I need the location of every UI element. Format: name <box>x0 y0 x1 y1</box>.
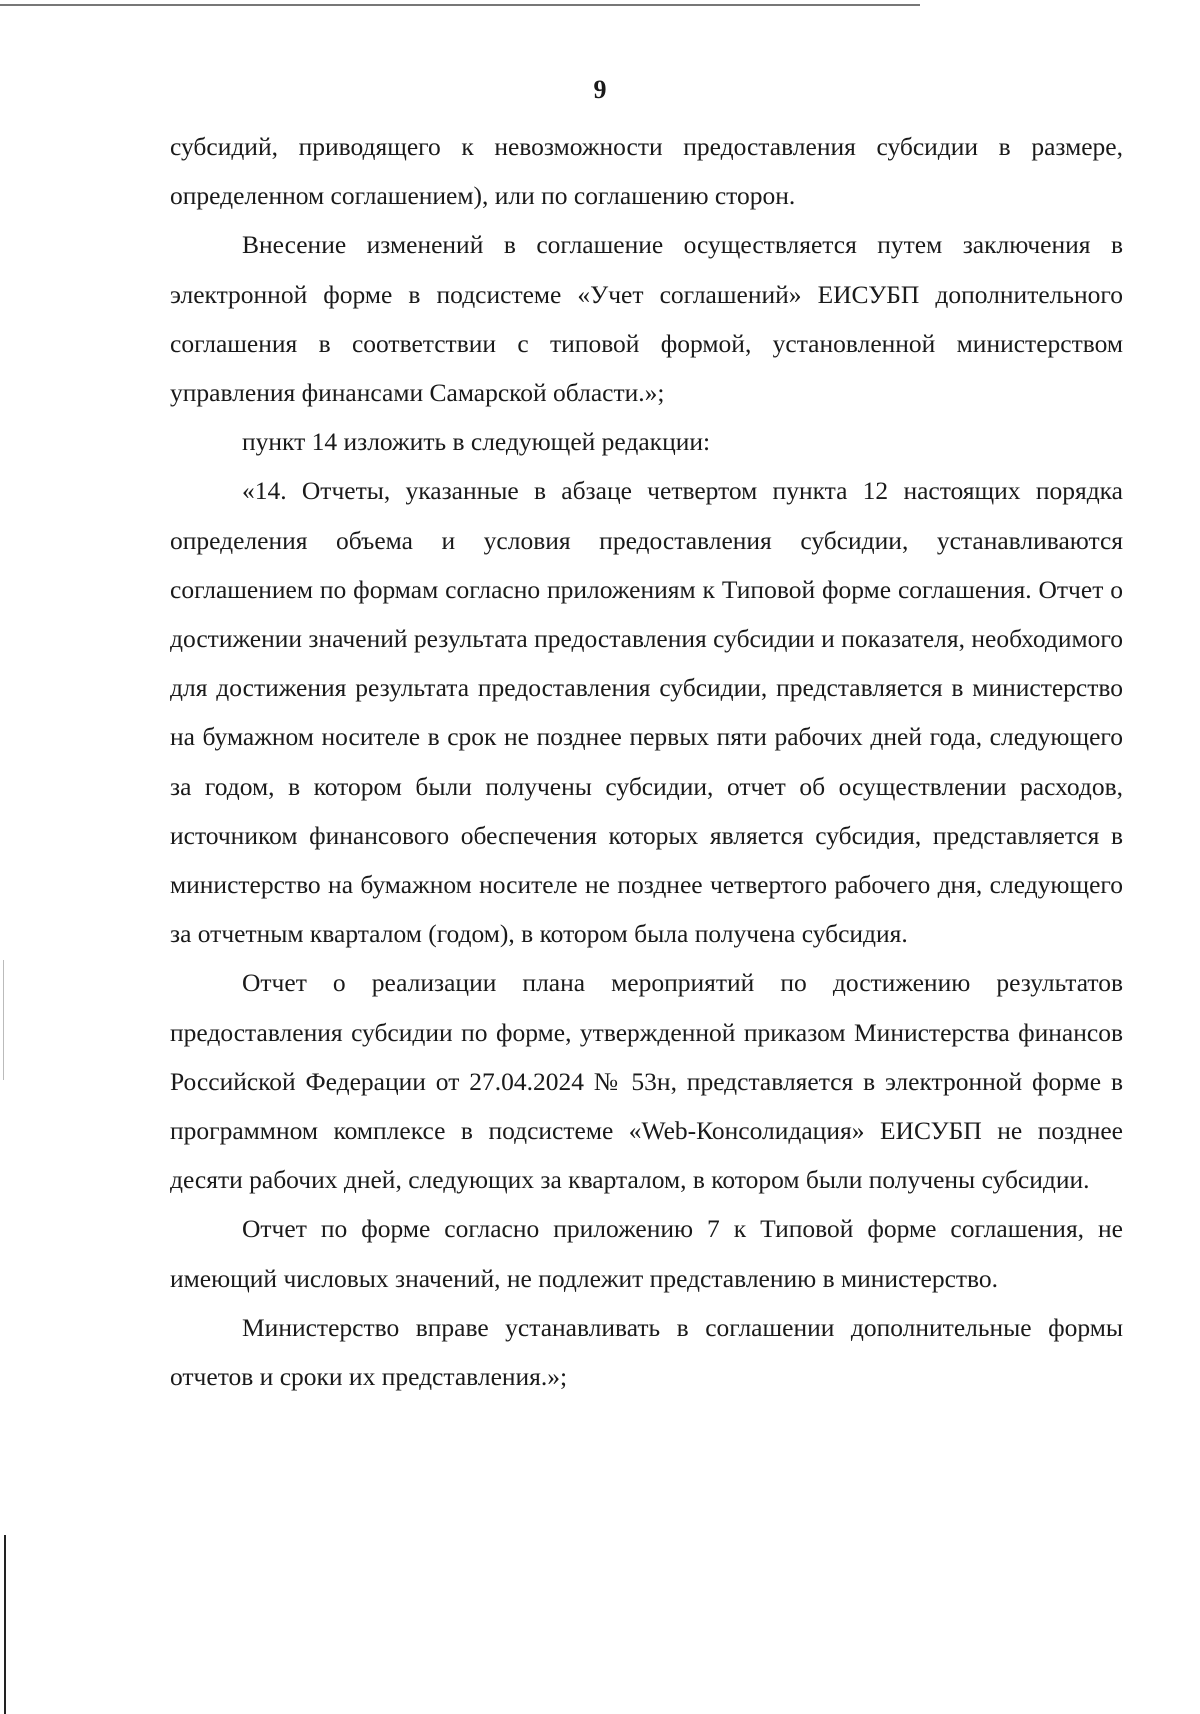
scan-border-left <box>4 1535 6 1714</box>
page-number: 9 <box>593 75 607 104</box>
paragraph-plan-report: Отчет о реализации плана мероприятий по достижению результатов предоставления субсидии по форме, утвержденной приказом Министерства финансов Российской Федерации от 27.04.2024 № 53н, представляется в электронной форме в программном комплексе в подсистеме «Web-Консолидация» ЕИСУБП не позднее десяти рабочих дней, следующих за кварталом, в котором были получены субсидии. <box>170 968 1123 1195</box>
scan-border-top <box>0 4 920 6</box>
paragraph-item-14-intro: пункт 14 изложить в следующей редакции: <box>242 427 711 457</box>
paragraph-additional-forms: Министерство вправе устанавливать в соглашении дополнительные формы отчетов и сроки их представления.»; <box>170 1312 1123 1392</box>
document-body <box>170 122 1123 1401</box>
scan-mark-left <box>3 960 4 1080</box>
paragraph-form-7-report: Отчет по форме согласно приложению 7 к Типовой форме соглашения, не имеющий числовых значений, не подлежит представлению в министерство. <box>170 1214 1123 1293</box>
paragraph-amendments: Внесение изменений в соглашение осуществляется путем заключения в электронной форме в подсистеме «Учет соглашений» ЕИСУБП дополнительного соглашения в соответствии с типовой формой, установленной министерством управления финансами Самарской области.»; <box>170 230 1123 408</box>
paragraph-continuation: субсидий, приводящего к невозможности предоставления субсидии в размере, определенном соглашением), или по соглашению сторон. <box>170 132 1123 211</box>
paragraph-item-14-reports: «14. Отчеты, указанные в абзаце четвертом пункта 12 настоящих порядка определения объема и условия предоставления субсидии, устанавливаются соглашением по формам согласно приложениям к Типовой форме соглашения. Отчет о достижении значений результата предоставления субсидии и показателя, необходимого для достижения результата предоставления субсидии, представляется в министерство на бумажном носителе в срок не позднее первых пяти рабочих дней года, следующего за годом, в котором были получены субсидии, отчет об осуществлении расходов, источником финансового обеспечения которых является субсидия, представляется в министерство на бумажном носителе не позднее четвертого рабочего дня, следующего за отчетным кварталом (годом), в котором была получена субсидия. <box>170 476 1123 949</box>
